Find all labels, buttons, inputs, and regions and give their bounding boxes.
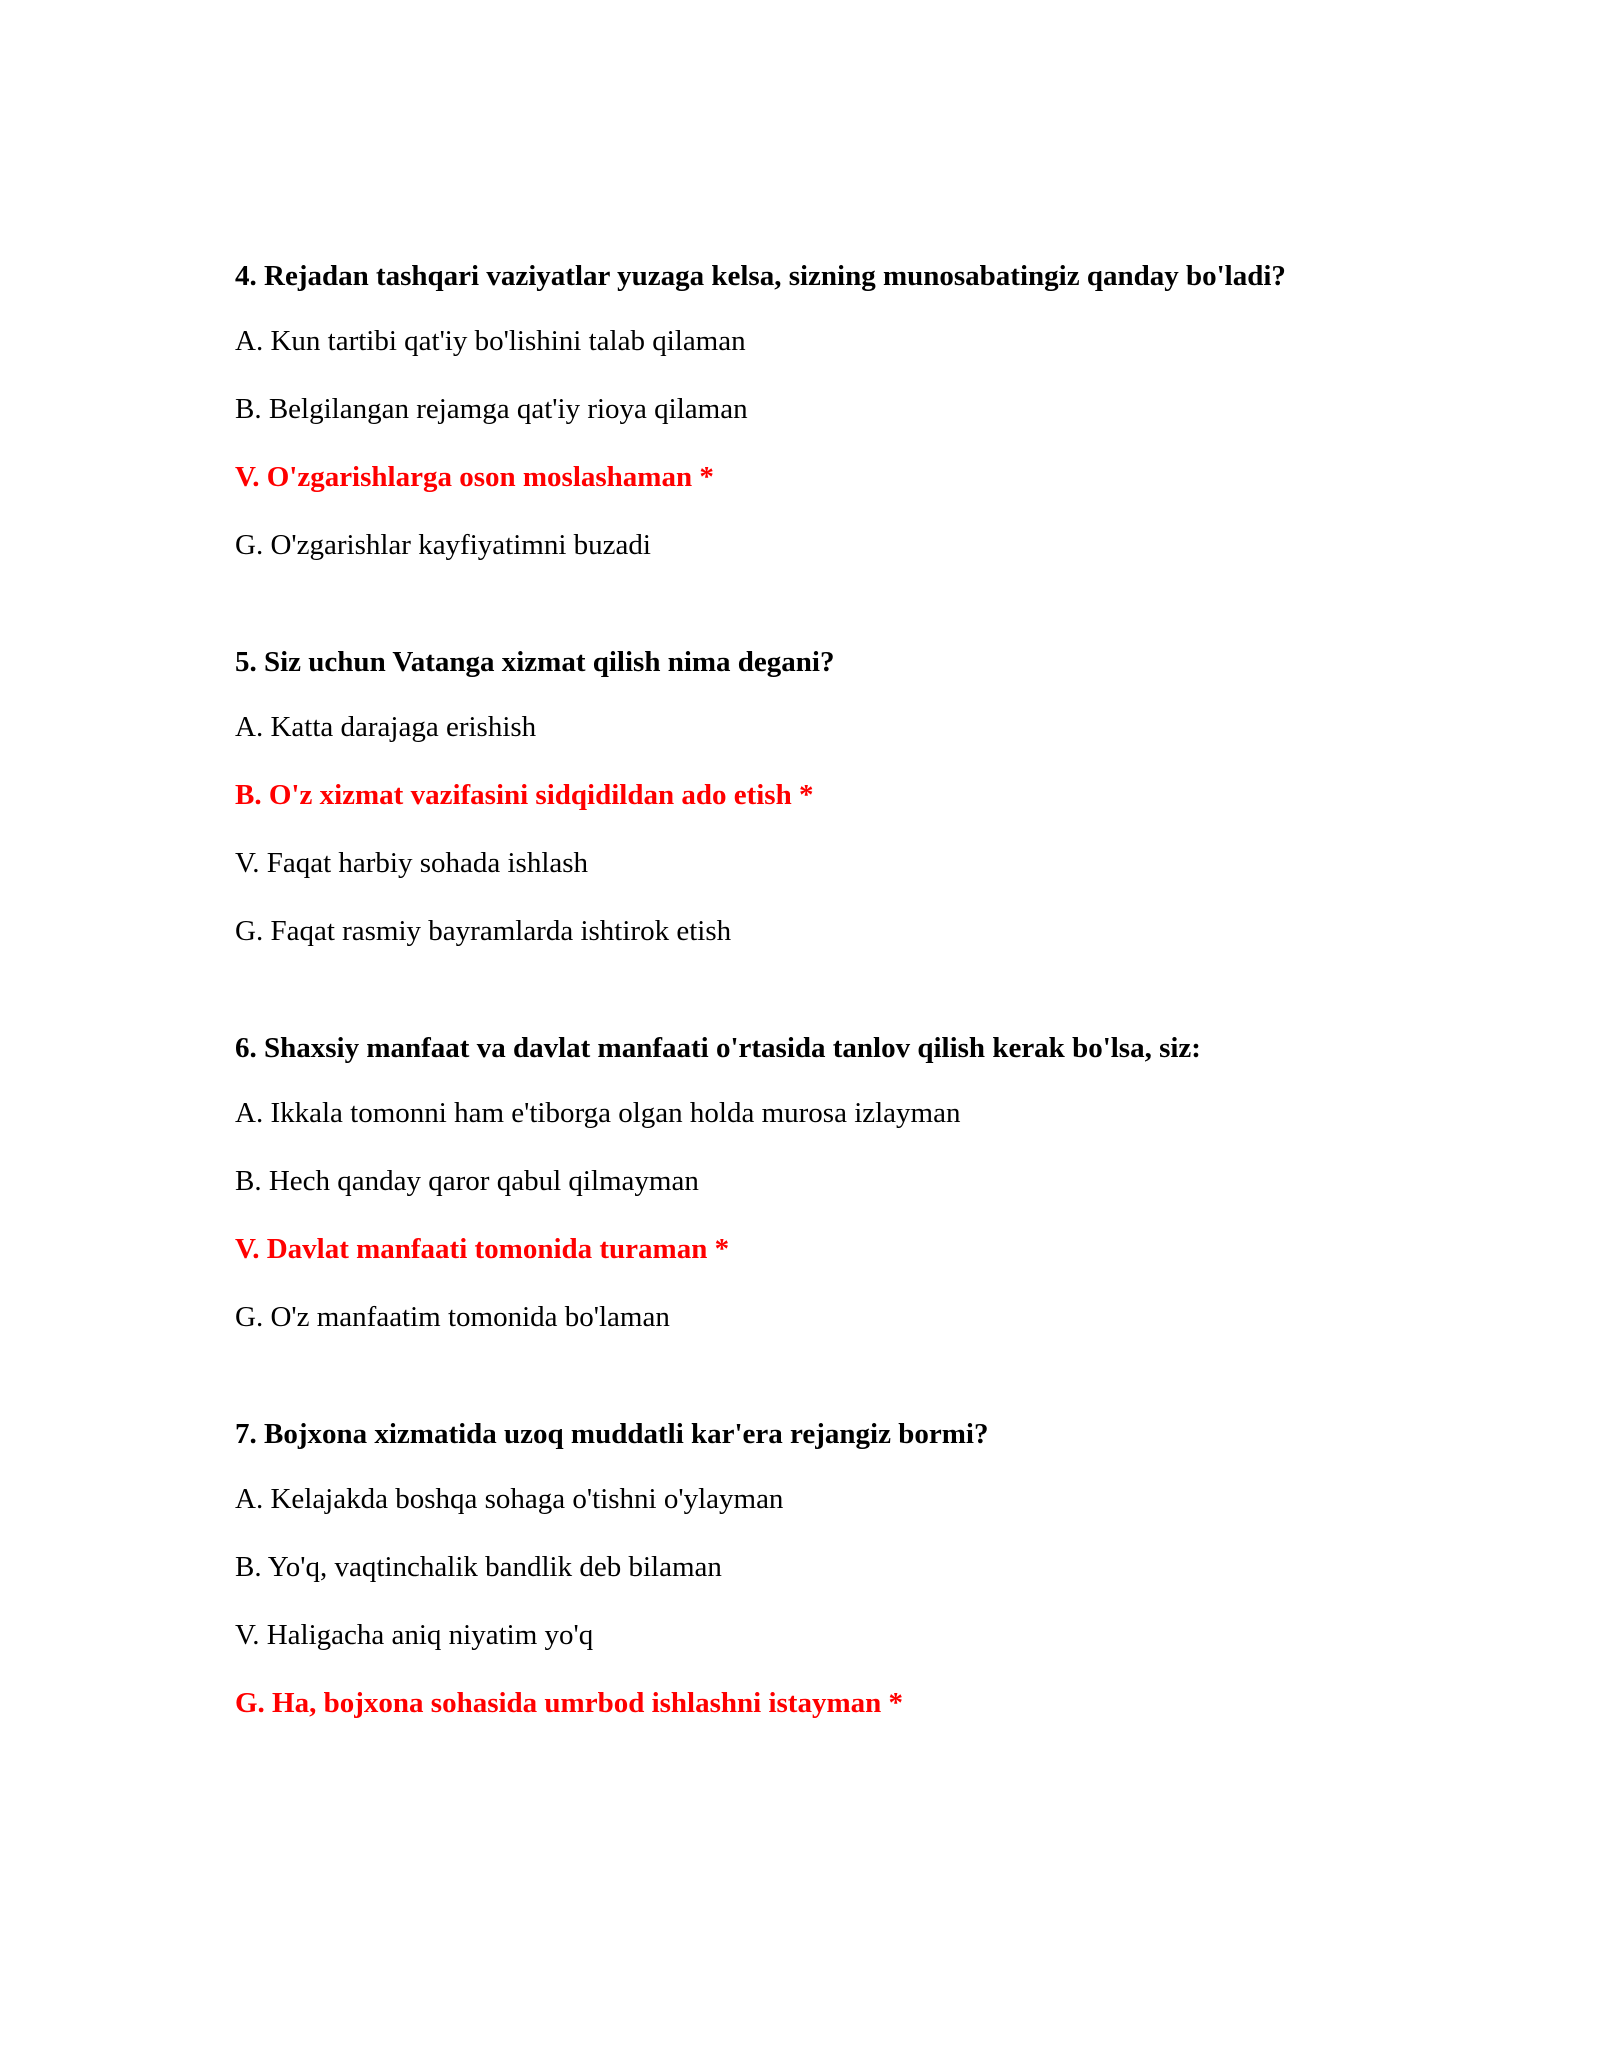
option-b: B. O'z xizmat vazifasini sidqidildan ado etish * xyxy=(235,779,814,811)
option-v: V. O'zgarishlarga oson moslashaman * xyxy=(235,461,714,493)
option-v: V. Haligacha aniq niyatim yo'q xyxy=(235,1619,594,1651)
option-a: A. Ikkala tomonni ham e'tiborga olgan holda murosa izlayman xyxy=(235,1097,961,1129)
question-text: 7. Bojxona xizmatida uzoq muddatli kar'era rejangiz bormi? xyxy=(235,1418,989,1450)
question-5 xyxy=(235,642,1375,952)
question-4 xyxy=(235,256,1375,566)
option-b: B. Belgilangan rejamga qat'iy rioya qilaman xyxy=(235,393,748,425)
question-7 xyxy=(235,1414,1375,1724)
option-b: B. Yo'q, vaqtinchalik bandlik deb bilaman xyxy=(235,1551,722,1583)
question-6 xyxy=(235,1028,1375,1338)
option-v: V. Faqat harbiy sohada ishlash xyxy=(235,847,589,879)
option-v: V. Davlat manfaati tomonida turaman * xyxy=(235,1233,730,1265)
question-text: 6. Shaxsiy manfaat va davlat manfaati o'rtasida tanlov qilish kerak bo'lsa, siz: xyxy=(235,1032,1201,1064)
option-g: G. Ha, bojxona sohasida umrbod ishlashni istayman * xyxy=(235,1687,903,1719)
option-a: A. Kelajakda boshqa sohaga o'tishni o'ylayman xyxy=(235,1483,784,1515)
option-g: G. O'z manfaatim tomonida bo'laman xyxy=(235,1301,670,1333)
document-page xyxy=(235,256,1375,1800)
option-a: A. Kun tartibi qat'iy bo'lishini talab qilaman xyxy=(235,325,746,357)
option-g: G. Faqat rasmiy bayramlarda ishtirok etish xyxy=(235,915,732,947)
question-text: 4. Rejadan tashqari vaziyatlar yuzaga kelsa, sizning munosabatingiz qanday bo'ladi? xyxy=(235,260,1286,292)
option-b: B. Hech qanday qaror qabul qilmayman xyxy=(235,1165,699,1197)
option-g: G. O'zgarishlar kayfiyatimni buzadi xyxy=(235,529,651,561)
option-a: A. Katta darajaga erishish xyxy=(235,711,537,743)
question-text: 5. Siz uchun Vatanga xizmat qilish nima degani? xyxy=(235,646,835,678)
